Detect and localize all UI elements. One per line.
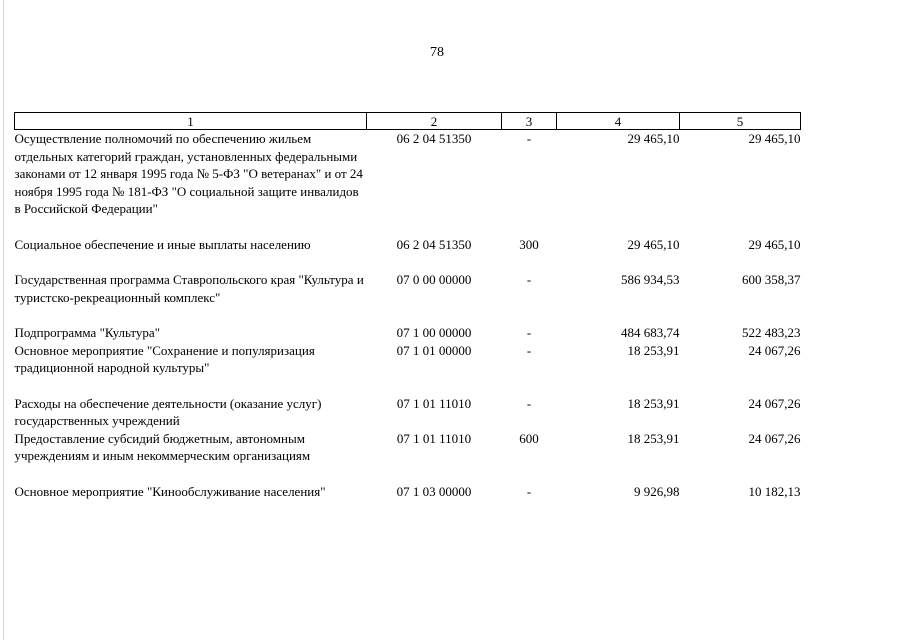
header-cell-1: 1	[15, 113, 367, 130]
table-row	[15, 430, 801, 465]
row-vr: 300	[519, 236, 539, 252]
row-sum-1: 18 253,91	[627, 430, 680, 446]
header-cell-3: 3	[502, 113, 557, 130]
row-code: 06 2 04 51350	[396, 131, 472, 146]
row-spacer	[15, 306, 801, 324]
row-sum-1: 29 465,10	[627, 236, 680, 252]
row-vr: 600	[519, 430, 539, 446]
row-sum-2: 29 465,10	[748, 236, 801, 252]
row-sum-2: 522 483,23	[742, 325, 801, 340]
row-name: Предоставление субсидий бюджетным, автономным учреждениям и иным некоммерческим организациям	[14, 430, 311, 463]
row-sum-2: 24 067,26	[748, 430, 801, 446]
row-code: 06 2 04 51350	[396, 236, 472, 252]
row-sum-2: 600 358,37	[742, 272, 801, 287]
row-sum-1: 9 926,98	[634, 483, 680, 499]
table-row	[15, 395, 801, 430]
row-code: 07 1 01 11010	[396, 395, 472, 411]
row-sum-1: 586 934,53	[621, 272, 680, 287]
table-row	[15, 236, 801, 254]
row-sum-2: 29 465,10	[748, 131, 801, 146]
row-name: Социальное обеспечение и иные выплаты населению	[14, 236, 311, 252]
row-name: Основное мероприятие "Кинообслуживание населения"	[14, 483, 326, 499]
header-cell-4: 4	[557, 113, 680, 130]
row-spacer	[15, 218, 801, 236]
row-sum-1: 18 253,91	[627, 395, 680, 411]
page-edge-line	[3, 0, 4, 640]
row-code: 07 1 00 00000	[396, 325, 472, 340]
row-vr: -	[526, 325, 532, 340]
row-sum-1: 18 253,91	[627, 342, 680, 358]
table-row	[15, 342, 801, 377]
budget-table	[14, 112, 801, 500]
table-row	[15, 271, 801, 306]
row-spacer	[15, 253, 801, 271]
row-name: Осуществление полномочий по обеспечению жильем отдельных категорий граждан, установленных федеральными законами от 12 января 1995 года № 5-ФЗ "О ветеранах" и от 24 ноября 1995 года № 181-ФЗ "О социальной защите инвалидов в Российской Федерации"	[14, 131, 363, 216]
row-code: 07 1 01 00000	[396, 342, 472, 358]
row-vr: -	[526, 483, 532, 499]
row-vr: -	[526, 131, 532, 146]
row-name: Государственная программа Ставропольского края "Культура и туристско-рекреационный комплекс"	[14, 272, 364, 305]
row-sum-2: 24 067,26	[748, 342, 801, 358]
header-row	[15, 113, 801, 130]
row-sum-1: 29 465,10	[627, 131, 680, 146]
row-code: 07 1 01 11010	[396, 430, 472, 446]
table-row	[15, 483, 801, 501]
row-spacer	[15, 465, 801, 483]
row-spacer	[15, 377, 801, 395]
row-vr: -	[526, 272, 532, 287]
row-sum-2: 10 182,13	[748, 483, 801, 499]
row-code: 07 1 03 00000	[396, 483, 472, 499]
row-sum-1: 484 683,74	[621, 325, 680, 340]
page-number: 78	[430, 45, 444, 60]
row-sum-2: 24 067,26	[748, 395, 801, 411]
row-name: Подпрограмма "Культура"	[14, 325, 161, 340]
row-name: Расходы на обеспечение деятельности (оказание услуг) государственных учреждений	[14, 395, 322, 428]
table-row	[15, 130, 801, 218]
table-row	[15, 324, 801, 342]
row-vr: -	[526, 342, 532, 358]
row-name: Основное мероприятие "Сохранение и популяризация традиционной народной культуры"	[14, 342, 315, 375]
row-code: 07 0 00 00000	[396, 272, 472, 287]
header-cell-5: 5	[680, 113, 801, 130]
header-cell-2: 2	[367, 113, 502, 130]
row-vr: -	[526, 395, 532, 411]
